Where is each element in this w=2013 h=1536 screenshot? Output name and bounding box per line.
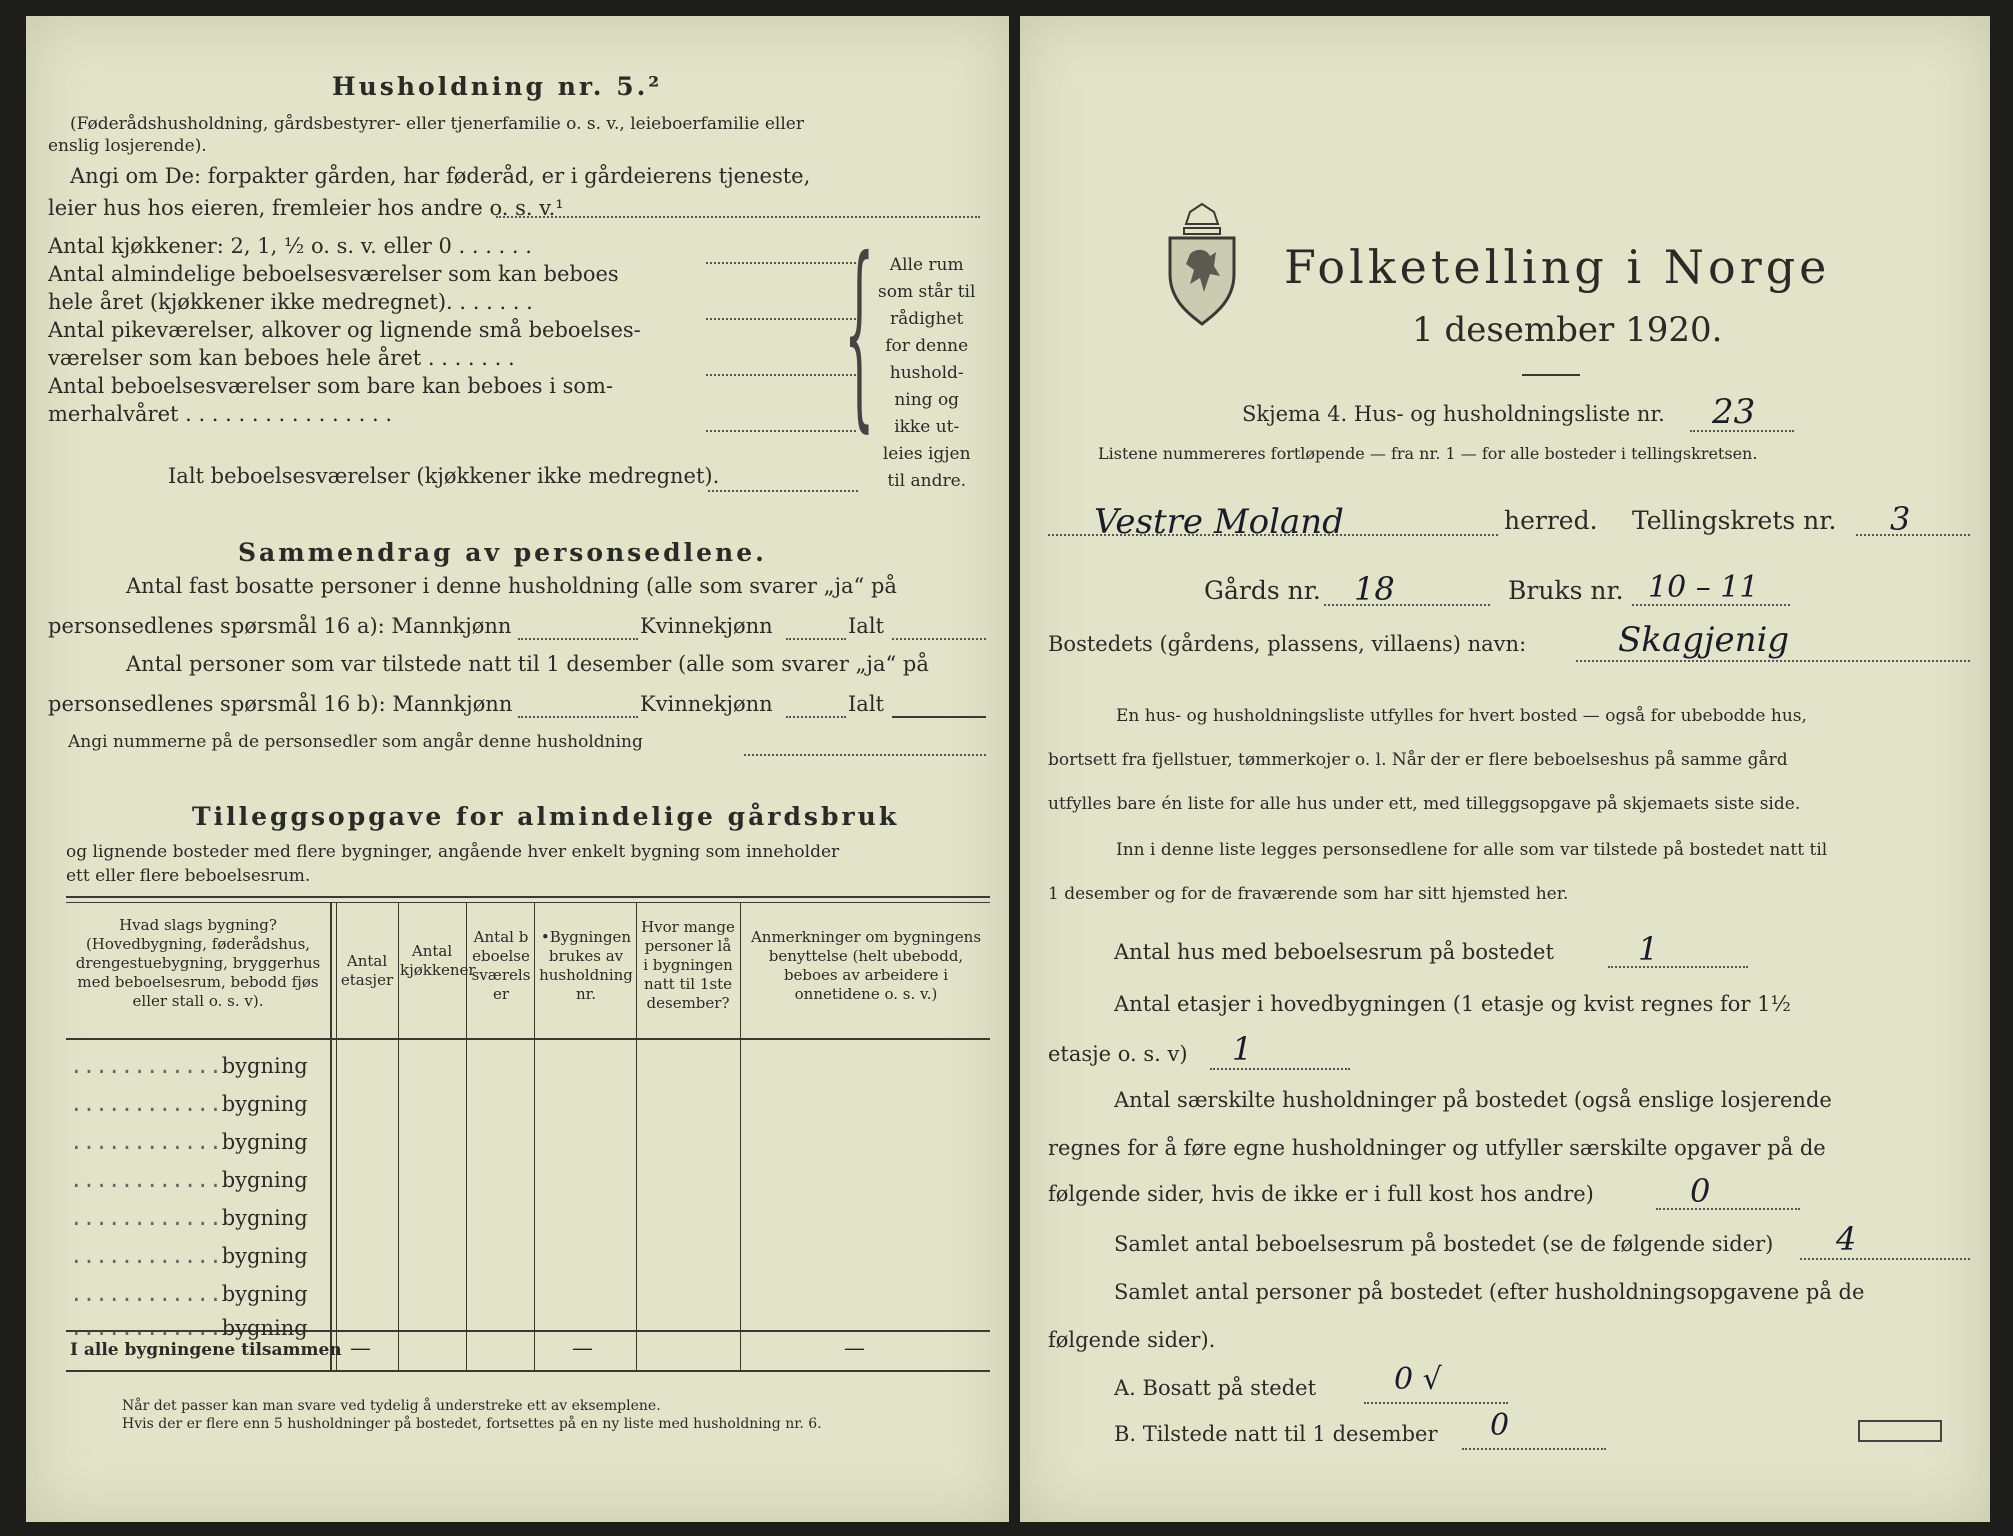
- header-rooms: Antal beboelsesværelser: [471, 928, 531, 1003]
- resident-female-label: Kvinnekjønn: [640, 614, 773, 638]
- table-row: ............bygning: [70, 1244, 308, 1268]
- table-row: ............bygning: [70, 1092, 308, 1116]
- side-note-line: leies igjen: [882, 444, 971, 464]
- floors-line: [1210, 1068, 1350, 1070]
- present-total-line: [892, 716, 986, 718]
- small-rooms-label-2: værelser som kan beboes hele året . . . . . . .: [48, 346, 515, 370]
- building-row-label: bygning: [221, 1282, 308, 1306]
- left-page: [26, 16, 1009, 1522]
- building-row-label: bygning: [221, 1206, 308, 1230]
- table-bottom-border: [66, 1370, 990, 1372]
- resident-male-label: personsedlenes spørsmål 16 a): Mannkjønn: [48, 614, 512, 638]
- rooms-total-label: Ialt beboelsesværelser (kjøkkener ikke medregnet).: [168, 464, 720, 488]
- gards-line: [1324, 604, 1490, 606]
- table-col-divider: [636, 902, 637, 1370]
- total-dash: —: [572, 1336, 593, 1360]
- sheet-numbers-line: [744, 754, 986, 756]
- households-label: Antal særskilte husholdninger på bostedet (også enslige losjerende: [1114, 1088, 1832, 1112]
- brace: {: [844, 217, 875, 453]
- houses-line: [1608, 966, 1748, 968]
- present-value: 0: [1490, 1408, 1510, 1443]
- rooms-label: Samlet antal beboelsesrum på bostedet (se de følgende sider): [1114, 1232, 1774, 1256]
- supplement-intro-2: ett eller flere beboelsesrum.: [66, 866, 311, 886]
- herred-label: herred.: [1504, 506, 1598, 535]
- present-label: B. Tilstede natt til 1 desember: [1114, 1422, 1438, 1446]
- tellingskrets-label: Tellingskrets nr.: [1632, 506, 1837, 535]
- summary-title: Sammendrag av personsedlene.: [238, 538, 767, 567]
- resident-label: A. Bosatt på stedet: [1114, 1376, 1317, 1400]
- right-page: [1020, 16, 1990, 1522]
- building-row-label: bygning: [221, 1092, 308, 1116]
- table-row: ............bygning: [70, 1206, 308, 1230]
- side-note-line: til andre.: [887, 471, 967, 491]
- houses-label: Antal hus med beboelsesrum på bostedet: [1114, 940, 1554, 964]
- bosted-line: [1576, 660, 1970, 662]
- present-male-line: [518, 716, 638, 718]
- houses-value: 1: [1638, 930, 1659, 968]
- table-col-divider: [740, 902, 741, 1370]
- table-col-divider: [330, 902, 332, 1370]
- instructions-line: bortsett fra fjellstuer, tømmerkojer o. l. Når der er flere beboelseshus på samme gård: [1048, 750, 1788, 770]
- header-kitchens: Antal kjøkkener: [400, 942, 476, 979]
- table-row: ............bygning: [70, 1316, 308, 1340]
- side-note: [878, 252, 975, 495]
- rooms-value: 4: [1836, 1220, 1857, 1258]
- kitchens-label: Antal kjøkkener: 2, 1, ½ o. s. v. eller 0 . . . . . .: [48, 234, 532, 258]
- ordinary-rooms-label: Antal almindelige beboelsesværelser som kan beboes: [48, 262, 619, 286]
- summer-rooms-label-2: merhalvåret . . . . . . . . . . . . . . . .: [48, 402, 393, 426]
- bosted-label: Bostedets (gårdens, plassens, villaens) navn:: [1048, 632, 1527, 656]
- resident-value: 0 √: [1394, 1362, 1442, 1397]
- resident-persons-label: Antal fast bosatte personer i denne husholdning (alle som svarer „ja“ på: [126, 574, 897, 598]
- header-floors: Antal etasjer: [340, 952, 394, 989]
- summer-rooms-label: Antal beboelsesværelser som bare kan beboes i som-: [48, 374, 614, 398]
- building-row-label: bygning: [221, 1054, 308, 1078]
- floors-value: 1: [1232, 1030, 1253, 1068]
- floors-label-2: etasje o. s. v): [1048, 1042, 1188, 1066]
- coat-of-arms-icon: [1160, 202, 1244, 328]
- herred-value: Vestre Moland: [1094, 502, 1344, 542]
- side-note-line: rådighet: [890, 309, 964, 329]
- table-top-border-inner: [66, 902, 990, 903]
- gards-value: 18: [1354, 570, 1395, 608]
- resident-female-line: [786, 638, 846, 640]
- kitchens-answer-line: [706, 262, 856, 264]
- header-persons: Hvor mange personer lå i bygningen natt til 1ste desember?: [641, 918, 735, 1012]
- households-value: 0: [1690, 1172, 1711, 1210]
- household-intro-2: enslig losjerende).: [48, 136, 207, 156]
- persons-label-2: følgende sider).: [1048, 1328, 1216, 1352]
- table-col-divider: [336, 902, 337, 1370]
- present-total-label: Ialt: [848, 692, 884, 716]
- side-note-line: ning og: [894, 390, 960, 410]
- numbering-note: Listene nummereres fortløpende — fra nr. 1 — for alle bosteder i tellingskretsen.: [1098, 444, 1758, 463]
- households-label-2: regnes for å føre egne husholdninger og utfyller særskilte opgaver på de: [1048, 1136, 1826, 1160]
- ordinary-rooms-answer-line: [706, 318, 856, 320]
- schema-label: Skjema 4. Hus- og husholdningsliste nr.: [1242, 402, 1665, 426]
- bosted-value: Skagjenig: [1618, 620, 1790, 660]
- total-dash: —: [844, 1336, 865, 1360]
- side-note-line: som står til: [878, 282, 976, 302]
- building-row-label: bygning: [221, 1168, 308, 1192]
- instructions-line: Inn i denne liste legges personsedlene for alle som var tilstede på bostedet natt til: [1116, 840, 1828, 860]
- footnote-1: Når det passer kan man svare ved tydelig å understreke ett av eksemplene.: [122, 1398, 661, 1414]
- side-note-line: Alle rum: [889, 255, 964, 275]
- resident-line: [1364, 1402, 1508, 1404]
- header-household: •Bygningen brukes av husholdning nr.: [539, 928, 633, 1003]
- small-rooms-answer-line: [706, 374, 856, 376]
- tellingskrets-line: [1856, 534, 1970, 536]
- household-intro: (Føderådshusholdning, gårdsbestyrer- eller tjenerfamilie o. s. v., leieboerfamilie eller: [70, 114, 804, 134]
- footnote-2: Hvis der er flere enn 5 husholdninger på bostedet, fortsettes på en ny liste med husholdning nr. 6.: [122, 1416, 822, 1432]
- bruks-label: Bruks nr.: [1508, 576, 1624, 605]
- household-title: Husholdning nr. 5.²: [332, 72, 663, 101]
- building-row-label: bygning: [221, 1244, 308, 1268]
- building-row-label: bygning: [221, 1130, 308, 1154]
- instructions-line: utfylles bare én liste for alle hus under ett, med tilleggsopgave på skjemaets siste side.: [1048, 794, 1801, 814]
- table-col-divider: [398, 902, 399, 1370]
- table-row: ............bygning: [70, 1054, 308, 1078]
- side-note-line: for denne: [885, 336, 969, 356]
- table-top-border: [66, 896, 990, 898]
- present-line: [1462, 1448, 1606, 1450]
- tenure-question-2: leier hus hos eieren, fremleier hos andre o. s. v.¹: [48, 196, 564, 220]
- present-persons-label: Antal personer som var tilstede natt til 1 desember (alle som svarer „ja“ på: [126, 652, 929, 676]
- table-row: ............bygning: [70, 1168, 308, 1192]
- tenure-answer-line: [496, 216, 980, 218]
- sheet-numbers-label: Angi nummerne på de personsedler som angår denne husholdning: [68, 732, 643, 752]
- header-remarks: Anmerkninger om bygningens benyttelse (helt ubebodd, beboes av arbeidere i onnetidene o. s. v.): [750, 928, 982, 1003]
- census-title: Folketelling i Norge: [1284, 240, 1831, 294]
- rooms-line: [1800, 1258, 1970, 1260]
- instructions-line: 1 desember og for de fraværende som har sitt hjemsted her.: [1048, 884, 1569, 904]
- persons-label: Samlet antal personer på bostedet (efter husholdningsopgavene på de: [1114, 1280, 1865, 1304]
- instructions-line: En hus- og husholdningsliste utfylles for hvert bosted — også for ubebodde hus,: [1116, 706, 1807, 726]
- summer-rooms-answer-line: [706, 430, 856, 432]
- title-divider: [1522, 374, 1580, 376]
- floors-label: Antal etasjer i hovedbygningen (1 etasje og kvist regnes for 1½: [1114, 992, 1791, 1016]
- schema-number-value: 23: [1712, 392, 1756, 432]
- header-building-type: Hvad slags bygning? (Hovedbygning, føderådshus, drengestuebygning, bryggerhus med beboelsesrum, bebodd fjøs eller stall o. s. v).: [75, 916, 321, 1010]
- supplement-title: Tilleggsopgave for almindelige gårdsbruk: [192, 802, 900, 831]
- resident-male-line: [518, 638, 638, 640]
- tenure-question: Angi om De: forpakter gården, har føderåd, er i gårdeierens tjeneste,: [70, 164, 811, 188]
- present-male-label: personsedlenes spørsmål 16 b): Mannkjønn: [48, 692, 513, 716]
- table-row: ............bygning: [70, 1282, 308, 1306]
- table-row: ............bygning: [70, 1130, 308, 1154]
- bruks-value: 10 – 11: [1648, 570, 1759, 605]
- building-row-label: bygning: [221, 1316, 308, 1340]
- side-note-line: ikke ut-: [894, 417, 960, 437]
- small-rooms-label: Antal pikeværelser, alkover og lignende små beboelses-: [48, 318, 641, 342]
- total-row-label: I alle bygningene tilsammen: [70, 1340, 342, 1360]
- tellingskrets-value: 3: [1890, 500, 1911, 538]
- table-header-border: [66, 1038, 990, 1040]
- resident-total-label: Ialt: [848, 614, 884, 638]
- printer-stamp: [1858, 1420, 1942, 1442]
- ordinary-rooms-label-2: hele året (kjøkkener ikke medregnet). . . . . . .: [48, 290, 533, 314]
- present-female-line: [786, 716, 846, 718]
- total-dash: —: [350, 1336, 371, 1360]
- resident-total-line: [892, 638, 986, 640]
- present-female-label: Kvinnekjønn: [640, 692, 773, 716]
- rooms-total-answer-line: [708, 490, 858, 492]
- households-line: [1656, 1208, 1800, 1210]
- supplement-intro: og lignende bosteder med flere bygninger, angående hver enkelt bygning som inneholder: [66, 842, 840, 862]
- table-col-divider: [534, 902, 535, 1370]
- households-label-3: følgende sider, hvis de ikke er i full kost hos andre): [1048, 1182, 1594, 1206]
- gards-label: Gårds nr.: [1204, 576, 1321, 605]
- census-date: 1 desember 1920.: [1412, 310, 1723, 350]
- side-note-line: hushold-: [889, 363, 964, 383]
